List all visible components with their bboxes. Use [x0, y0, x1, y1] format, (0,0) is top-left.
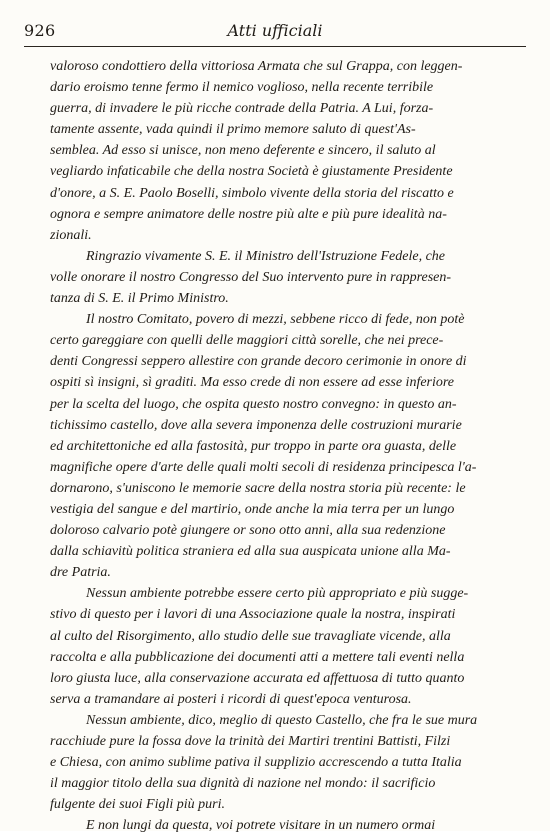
body-text	[50, 56, 525, 836]
paragraph-4: Nessun ambiente potrebbe essere certo più appropriato e più sugge- stivo di questo per i lavori di una Associazione quale la nostra, inspirati al culto del Risorgimento, allo studio delle sue travagliate vicende, alla raccolta e alla pubblicazione dei documenti atti a mettere tali eventi nella loro giusta luce, alla conservazione accurata ed affettuosa di tutto quanto serva a tramandare ai posteri i ricordi di quest'epoca venturosa.	[50, 586, 469, 707]
page-header	[24, 18, 526, 47]
paragraph-3: Il nostro Comitato, povero di mezzi, sebbene ricco di fede, non potè certo gareggiare con quelli delle maggiori città sorelle, che nei prece- denti Congressi seppero allestire con grande decoro cerimonie in onore di ospiti sì insigni, sì graditi. Ma esso crede di non essere ad esse inferiore per la scelta del luogo, che ospita questo nostro convegno: in questo an- tichissimo castello, dove alla severa imponenza delle costruzioni murarie ed architettoniche ed alla fastosità, pur troppo in parte ora guasta, delle magnifiche opere d'arte delle quali molti secoli di residenza principesca l'a- dornarono, s'uniscono le memorie sacre della nostra storia più recente: le vestigia del sangue e del martirio, onde anche la mia terra per un lungo doloroso calvario potè giungere or sono otto anni, alla sua redenzione dalla schiavitù politica straniera ed alla sua auspicata unione alla Ma- dre Patria.	[50, 312, 477, 581]
paragraph-1: valoroso condottiero della vittoriosa Armata che sul Grappa, con leggen- dario eroismo tenne fermo il nemico voglioso, nella recente terribile guerra, di invadere le più ricche contrade della Patria. A Lui, forza- tamente assente, vada quindi il primo memore saluto di quest'As- semblea. Ad esso si unisce, non meno deferente e sincero, il saluto al vegliardo infaticabile che della nostra Società è giustamente Presidente d'onore, a S. E. Paolo Boselli, simbolo vivente della storia del riscatto e ognora e sempre animatore delle nostre più alte e più pure idealità na- zionali.	[50, 59, 463, 243]
page-number: 926	[24, 21, 56, 40]
paragraph-2: Ringrazio vivamente S. E. il Ministro dell'Istruzione Fedele, che volle onorare il nostro Congresso del Suo intervento pure in rappresen- tanza di S. E. il Primo Ministro.	[50, 248, 452, 307]
paragraph-6: E non lungi da questa, voi potrete visitare in un numero ormai	[86, 818, 436, 834]
running-head: Atti ufficiali	[227, 21, 323, 40]
paragraph-5: Nessun ambiente, dico, meglio di questo Castello, che fra le sue mura racchiude pure la fossa dove la trinità dei Martiri trentini Battisti, Filzi e Chiesa, con animo sublime pativa il supplizio accrescendo a tutta Italia il maggior titolo della sua dignità di nazione nel mondo: il sacrificio fulgente dei suoi Figli più puri.	[50, 712, 478, 813]
